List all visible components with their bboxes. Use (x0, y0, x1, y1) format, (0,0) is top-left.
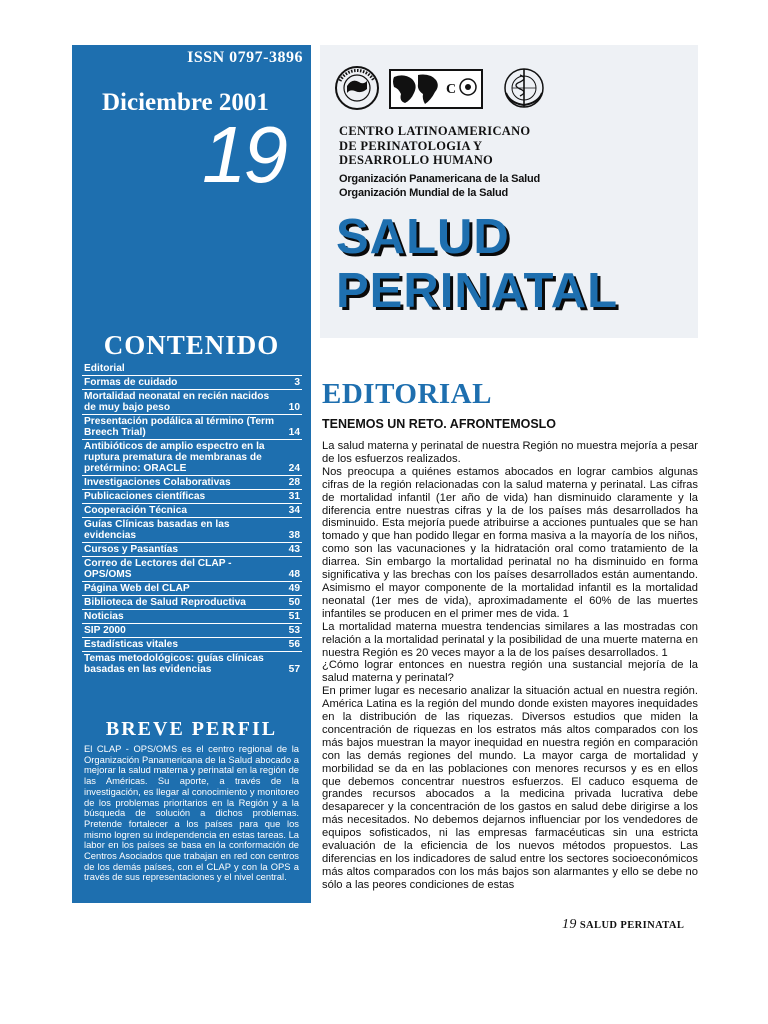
toc-item-page: 43 (288, 544, 300, 555)
toc-item-label: Correo de Lectores del CLAP - OPS/OMS (84, 558, 232, 580)
issue-number: 19 (202, 110, 285, 199)
toc-item[interactable] (82, 414, 302, 439)
toc-item-page: 28 (288, 477, 300, 488)
toc-item[interactable] (82, 595, 302, 609)
editorial-subtitle: TENEMOS UN RETO. AFRONTEMOSLO (322, 417, 557, 431)
svg-text:C: C (446, 82, 457, 97)
toc-item[interactable] (82, 651, 302, 676)
toc-item-page: 3 (294, 377, 300, 388)
toc-item-label: Biblioteca de Salud Reproductiva (84, 597, 246, 608)
toc-item-page: 48 (288, 569, 300, 580)
editorial-body (322, 440, 698, 906)
toc-item-page: 24 (288, 463, 300, 474)
toc-item-label: SIP 2000 (84, 625, 126, 636)
editorial-paragraph: Nos preocupa a quiénes estamos abocados en lograr cambios algunas cifras de la región relacionadas con la salud materna y perinatal. Las cifras de mortalidad infantil (1er año de vida) han disminuido claramente y la diferencia entre nuestras cifras y la de los países más desarrollados ha disminuido. Esta mejoría puede atribuirse a acciones puntuales que se han tomado y que han podido llegar en forma masiva a la mayoría de los niños, como son las vacunaciones y la hidratación oral como tratamiento de la diarrea. Sin embargo la mortalidad perinatal no ha disminuido en forma significativa y las brechas con los países desarrollados están aumentando. Asimismo el mayor componente de la mortalidad infantil es la mortalidad neonatal (1er mes de vida), aproximadamente el 60% de las muertes infantiles se producen en el primer mes de vida. 1 (322, 465, 698, 620)
toc-item[interactable] (82, 581, 302, 595)
who-emblem-logo-icon (505, 69, 543, 107)
org-affiliations: Organización Panamericana de la Salud Organización Mundial de la Salud (339, 173, 541, 199)
toc-item-label: Guías Clínicas basadas en las evidencias (84, 519, 230, 541)
toc-item[interactable] (82, 637, 302, 651)
toc-item-label: Editorial (84, 363, 125, 374)
editorial-paragraph: La salud materna y perinatal de nuestra Región no muestra mejoría a pesar de los esfuerzos realizados. (322, 440, 698, 465)
toc-item-label: Presentación podálica al término (Term Breech Trial) (84, 416, 275, 438)
toc-item-label: Noticias (84, 611, 124, 622)
table-of-contents (82, 362, 302, 676)
toc-item[interactable] (82, 517, 302, 542)
toc-item-label: Página Web del CLAP (84, 583, 190, 594)
toc-item-page: 34 (288, 505, 300, 516)
toc-item-page: 50 (288, 597, 300, 608)
toc-item-label: Cursos y Pasantías (84, 544, 178, 555)
toc-item-label: Antibióticos de amplio espectro en la ruptura prematura de membranas de pretérmino: ORACLE (84, 441, 265, 474)
clap-map-logo-icon (390, 70, 482, 108)
toc-item[interactable] (82, 542, 302, 556)
profile-title: BREVE PERFIL (105, 718, 278, 740)
toc-item[interactable] (82, 362, 302, 375)
toc-item-label: Estadísticas vitales (84, 639, 179, 650)
toc-item-page: 56 (288, 639, 300, 650)
toc-item-page: 57 (288, 664, 300, 675)
toc-item[interactable] (82, 503, 302, 517)
toc-item[interactable] (82, 556, 302, 581)
footer-issue-number: 19 (562, 917, 577, 932)
toc-item-label: Mortalidad neonatal en recién nacidos de muy bajo peso (84, 391, 270, 413)
toc-item-page: 51 (288, 611, 300, 622)
toc-item-label: Cooperación Técnica (84, 505, 188, 516)
toc-item-page: 49 (288, 583, 300, 594)
toc-item-page: 38 (288, 530, 300, 541)
paho-seal-logo-icon (336, 67, 378, 109)
issn-label: ISSN 0797-3896 (187, 49, 303, 66)
toc-item-page: 14 (288, 427, 300, 438)
footer-label: SALUD PERINATAL (579, 920, 685, 931)
editorial-title: EDITORIAL (322, 378, 492, 410)
toc-item[interactable] (82, 389, 302, 414)
toc-item-label: Publicaciones científicas (84, 491, 206, 502)
toc-item-label: Temas metodológicos: guías clínicas basadas en las evidencias (84, 653, 264, 675)
editorial-paragraph: ¿Cómo lograr entonces en nuestra región una sustancial mejoría de la salud materna y perinatal? (322, 659, 698, 685)
editorial-paragraph: En primer lugar es necesario analizar la situación actual en nuestra región. América Latina es la región del mundo donde existen mayores inequidades en la distribución de las riquezas. Diversos estudios que miden la concentración de riquezas en los estratos más altos comparados con los más bajos muestran la mayor inequidad en nuestra región en comparación con las demás regiones del mundo. La mayor carga de mortalidad y morbilidad se da en las poblaciones con menores recursos y es en ellos que debemos concentrar nuestros esfuerzos. El caduco esquema de grandes recursos abocados a la medicina privada lucrativa debe desaparecer y la concentración de los gastos en salud debe dirigirse a los más necesitados. No debemos dejarnos influenciar por los vendedores de equipos sofisticados, ni las empresas farmacéuticas sin una estricta evaluación de la eficiencia de los nuevos métodos propuestos. Las diferencias en los indicadores de salud entre los sectores socioeconómicos más altos comparados con los más bajos son alarmantes y ello se debe no sólo a las peores condiciones de estas (322, 685, 698, 891)
sidebar-panel (72, 45, 311, 903)
page-footer (562, 917, 684, 933)
issue-date: Diciembre 2001 (102, 89, 269, 116)
toc-item[interactable] (82, 475, 302, 489)
profile-text: El CLAP - OPS/OMS es el centro regional de la Organización Panamericana de la Salud abocado a mejorar la salud materna y perinatal en la región de las Américas. Su aporte, a través de la investigación, es llegar al conocimiento y monitoreo de los problemas prioritarios en la Región y a la búsqueda de solución a dichos problemas. Pretende fortalecer a los países para que los mismo logren su independencia en estas tareas. La labor en los países se basa en la conformación de Centros Asociados que trabajan en red con centros de los demás países, con el CLAP y con la OPS a través de sus representaciones y el nivel central. (84, 743, 299, 883)
contents-title: CONTENIDO (103, 330, 280, 360)
toc-item-label: Investigaciones Colaborativas (84, 477, 231, 488)
toc-item-page: 10 (288, 402, 300, 413)
editorial-paragraph: La mortalidad materna muestra tendencias similares a las mostradas con relación a la mortalidad perinatal y la posibilidad de una muerte materna en nuestra Región es 20 veces mayor a la de los países desarrollados. 1 (322, 620, 698, 659)
toc-item[interactable] (82, 375, 302, 389)
logo-strip (334, 63, 564, 113)
toc-item[interactable] (82, 623, 302, 637)
org-name: CENTRO LATINOAMERICANO DE PERINATOLOGIA Y DESARROLLO HUMANO (339, 124, 531, 167)
masthead-title: SALUD PERINATAL (336, 210, 619, 318)
toc-item[interactable] (82, 609, 302, 623)
toc-item[interactable] (82, 489, 302, 503)
toc-item-label: Formas de cuidado (84, 377, 178, 388)
toc-item-page: 31 (288, 491, 300, 502)
toc-item-page: 53 (288, 625, 300, 636)
toc-item[interactable] (82, 439, 302, 475)
